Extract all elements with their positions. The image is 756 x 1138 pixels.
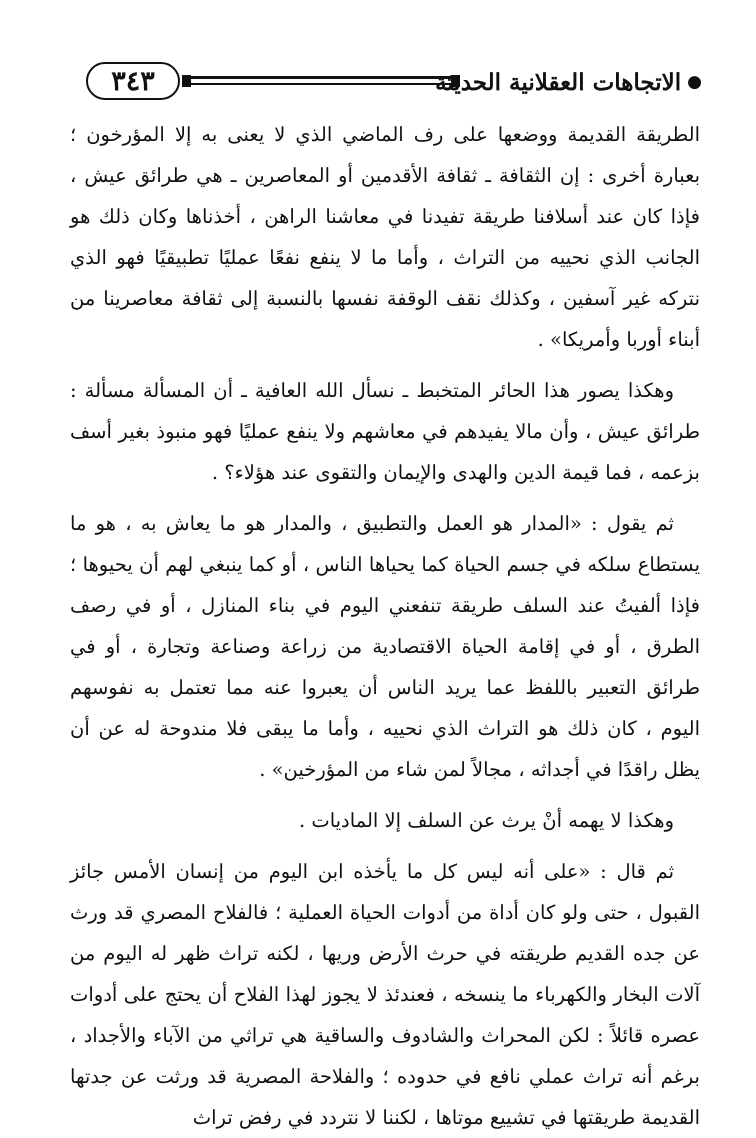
paragraph: وهكذا يصور هذا الحائر المتخبط ـ نسأل الله العافية ـ أن المسألة مسألة : طرائق عيش ، وأن مالا يفيدهم في معاشهم ولا ينفع عمليًا فهو منبوذ بغير أسف بزعمه ، فما قيمة الدين والهدى والإيمان والتقوى عند هؤلاء؟ . bbox=[70, 379, 700, 484]
page-number-badge: ٣٤٣ bbox=[86, 62, 180, 100]
header-rule-thin bbox=[190, 83, 452, 85]
paragraph: ثم قال : «على أنه ليس كل ما يأخذه ابن اليوم من إنسان الأمس جائز القبول ، حتى ولو كان أداة من أدوات الحياة العملية ؛ فالفلاح المصري قد ورث عن جده القديم طريقته في حرث الأرض وريها ، لكنه تراث ظهر له اليوم من آلات البخار والكهرباء ما ينسخه ، فعندئذ لا يجوز لهذا الفلاح أن يحتج على أدوات عصره قائلاً : لكن المحراث والشادوف والساقية هي تراثي من الآباء والأجداد ، برغم أنه تراث عملي نافع في حدوده ؛ والفلاحة المصرية قد ورثت عن جدتها القديمة طريقتها في تشييع موتاها ، لكننا لا نتردد في رفض تراث bbox=[70, 860, 700, 1129]
paragraph: وهكذا لا يهمه أنْ يرث عن السلف إلا الماديات . bbox=[298, 809, 674, 832]
header-rule bbox=[190, 76, 452, 79]
running-title-text: الاتجاهات العقلانية الحديثة bbox=[435, 68, 682, 96]
page-header bbox=[52, 62, 702, 106]
body-text bbox=[70, 114, 700, 1138]
bullet-icon: ● bbox=[687, 72, 702, 92]
paragraph: ثم يقول : «المدار هو العمل والتطبيق ، والمدار هو ما يعاش به ، هو ما يستطاع سلكه في جسم الحياة كما يحياها الناس ، أو كما ينبغي لهم أن يحيوها ؛ فإذا ألفيتُ عند السلف طريقة تنفعني اليوم في بناء المنازل ، أو في رصف الطرق ، أو في إقامة الحياة الاقتصادية من زراعة وصناعة وتجارة ، أو في طرائق التعبير باللفظ عما يريد الناس أن يعبروا عنه مما تعتمل به نفوسهم اليوم ، كان ذلك هو التراث الذي نحييه ، وأما ما يبقى فلا مندوحة له عن أن يظل راقدًا في أجداثه ، مجالاً لمن شاء من المؤرخين» . bbox=[70, 512, 700, 781]
running-title bbox=[435, 62, 702, 102]
paragraph: الطريقة القديمة ووضعها على رف الماضي الذي لا يعنى به إلا المؤرخون ؛ بعبارة أخرى : إن الثقافة ـ ثقافة الأقدمين أو المعاصرين ـ هي طرائق عيش ، فإذا كان عند أسلافنا طريقة تفيدنا في معاشنا الراهن ، أخذناها وكان ذلك هو الجانب الذي نحييه من التراث ، وأما ما لا ينفع نفعًا عمليًا تطبيقيًا فهو الذي نتركه غير آسفين ، وكذلك نقف الوقفة نفسها بالنسبة إلى ثقافة معاصرينا من أبناء أوربا وأمريكا» . bbox=[70, 123, 700, 351]
